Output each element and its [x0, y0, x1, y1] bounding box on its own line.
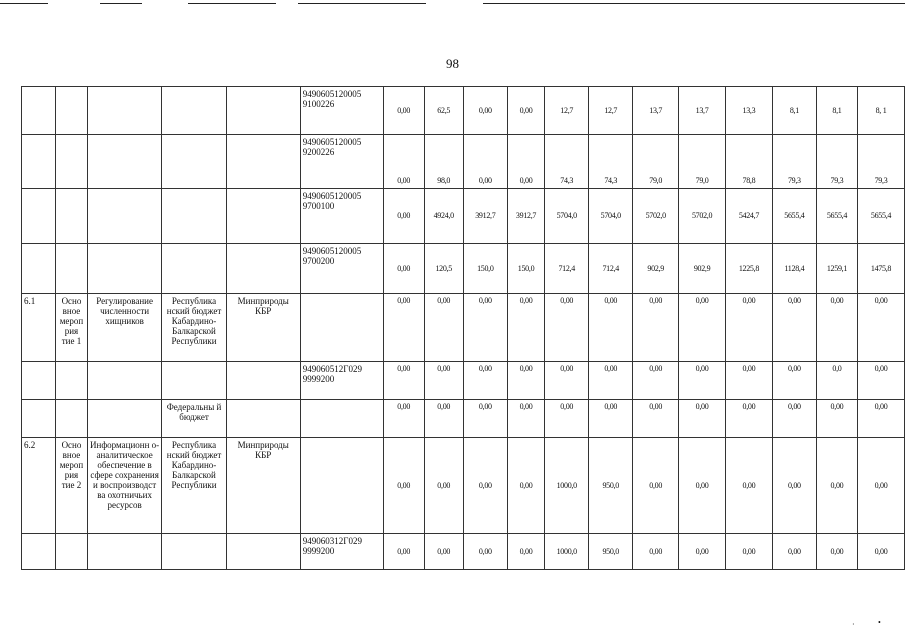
value-cell: 0,00	[383, 135, 424, 189]
value-cell: 5702,0	[633, 189, 679, 244]
value-cell: 0,00	[463, 135, 507, 189]
value-cell: 74,3	[545, 135, 589, 189]
value-cell: 0,00	[507, 400, 544, 438]
table-row	[22, 362, 905, 400]
value-cell: 62,5	[424, 87, 463, 135]
value-cell: 0,00	[545, 294, 589, 362]
event-type: Осно вное мероп рия тие 2	[56, 438, 88, 534]
funding-source: Федеральны й бюджет	[162, 400, 226, 438]
header-rule-1	[0, 3, 48, 4]
budget-code: 9490605120005 9200226	[300, 135, 383, 189]
row-number	[22, 534, 56, 570]
value-cell: 79,0	[679, 135, 726, 189]
value-cell: 1128,4	[772, 244, 816, 294]
table-row	[22, 400, 905, 438]
event-name	[87, 244, 161, 294]
value-cell: 0,00	[726, 400, 773, 438]
value-cell: 5704,0	[545, 189, 589, 244]
value-cell: 0,00	[772, 534, 816, 570]
value-cell: 8,1	[772, 87, 816, 135]
event-type	[56, 189, 88, 244]
event-type	[56, 87, 88, 135]
value-cell: 0,00	[424, 438, 463, 534]
value-cell: 0,00	[679, 294, 726, 362]
value-cell: 1259,1	[816, 244, 857, 294]
funding-source	[162, 135, 226, 189]
value-cell: 0,00	[463, 362, 507, 400]
executor	[226, 534, 300, 570]
value-cell: 0,00	[424, 294, 463, 362]
budget-code: 949060312Г029 9999200	[300, 534, 383, 570]
value-cell: 5424,7	[726, 189, 773, 244]
value-cell: 0,00	[383, 189, 424, 244]
event-name	[87, 87, 161, 135]
row-number	[22, 87, 56, 135]
executor: Минприроды КБР	[226, 294, 300, 362]
value-cell: 0,00	[679, 400, 726, 438]
funding-source	[162, 534, 226, 570]
value-cell: 0,00	[858, 362, 905, 400]
value-cell: 0,00	[772, 438, 816, 534]
budget-code	[300, 400, 383, 438]
value-cell: 950,0	[589, 438, 633, 534]
value-cell: 0,00	[507, 362, 544, 400]
row-number	[22, 362, 56, 400]
value-cell: 0,00	[507, 135, 544, 189]
budget-table	[21, 86, 905, 570]
value-cell: 0,00	[589, 294, 633, 362]
table-row	[22, 294, 905, 362]
executor	[226, 189, 300, 244]
executor: Минприроды КБР	[226, 438, 300, 534]
page-mark-2: •	[878, 618, 881, 627]
value-cell: 0,00	[816, 438, 857, 534]
row-number	[22, 400, 56, 438]
value-cell: 5655,4	[772, 189, 816, 244]
value-cell: 712,4	[589, 244, 633, 294]
value-cell: 150,0	[507, 244, 544, 294]
value-cell: 74,3	[589, 135, 633, 189]
value-cell: 0,00	[424, 362, 463, 400]
value-cell: 12,7	[589, 87, 633, 135]
value-cell: 0,00	[858, 438, 905, 534]
value-cell: 0,00	[463, 294, 507, 362]
row-number	[22, 244, 56, 294]
value-cell: 13,7	[679, 87, 726, 135]
header-rule-2	[100, 3, 142, 4]
value-cell: 0,00	[858, 534, 905, 570]
row-number: 6.1	[22, 294, 56, 362]
value-cell: 5704,0	[589, 189, 633, 244]
event-type	[56, 400, 88, 438]
value-cell: 0,00	[424, 400, 463, 438]
value-cell: 150,0	[463, 244, 507, 294]
table-row	[22, 135, 905, 189]
funding-source: Республика нский бюджет Кабардино-Балкарской Республики	[162, 294, 226, 362]
value-cell: 0,00	[383, 244, 424, 294]
value-cell: 13,7	[633, 87, 679, 135]
value-cell: 0,00	[679, 534, 726, 570]
executor	[226, 362, 300, 400]
value-cell: 0,00	[545, 362, 589, 400]
value-cell: 5702,0	[679, 189, 726, 244]
value-cell: 0,00	[726, 438, 773, 534]
value-cell: 0,00	[633, 400, 679, 438]
table-row	[22, 244, 905, 294]
value-cell: 0,00	[507, 438, 544, 534]
row-number	[22, 189, 56, 244]
value-cell: 0,00	[463, 438, 507, 534]
value-cell: 0,00	[633, 534, 679, 570]
value-cell: 712,4	[545, 244, 589, 294]
executor	[226, 400, 300, 438]
value-cell: 0,00	[383, 534, 424, 570]
value-cell: 79,3	[858, 135, 905, 189]
header-rule-5	[483, 3, 905, 4]
budget-code: 9490605120005 9700100	[300, 189, 383, 244]
value-cell: 0,00	[726, 362, 773, 400]
value-cell: 0,00	[589, 400, 633, 438]
row-number	[22, 135, 56, 189]
value-cell: 98,0	[424, 135, 463, 189]
value-cell: 0,00	[383, 400, 424, 438]
event-type	[56, 534, 88, 570]
budget-code: 949060512Г029 9999200	[300, 362, 383, 400]
value-cell: 0,00	[726, 294, 773, 362]
event-name: Информационн о-аналитическое обеспечение в сфере сохранения и воспроизводст ва охотничьих ресурсов	[87, 438, 161, 534]
value-cell: 79,3	[772, 135, 816, 189]
value-cell: 0,00	[816, 294, 857, 362]
value-cell: 5655,4	[816, 189, 857, 244]
value-cell: 0,00	[633, 438, 679, 534]
value-cell: 0,00	[383, 294, 424, 362]
value-cell: 79,0	[633, 135, 679, 189]
table-row	[22, 189, 905, 244]
funding-source	[162, 189, 226, 244]
header-rule-3	[188, 3, 276, 4]
event-name: Регулирование численности хищников	[87, 294, 161, 362]
value-cell: 0,00	[858, 400, 905, 438]
value-cell: 3912,7	[463, 189, 507, 244]
value-cell: 0,00	[507, 87, 544, 135]
value-cell: 902,9	[633, 244, 679, 294]
value-cell: 0,00	[679, 438, 726, 534]
value-cell: 0,00	[383, 438, 424, 534]
executor	[226, 244, 300, 294]
value-cell: 78,8	[726, 135, 773, 189]
value-cell: 1225,8	[726, 244, 773, 294]
value-cell: 0,00	[772, 294, 816, 362]
value-cell: 13,3	[726, 87, 773, 135]
value-cell: 950,0	[589, 534, 633, 570]
event-name	[87, 189, 161, 244]
value-cell: 0,00	[772, 362, 816, 400]
value-cell: 0,00	[816, 400, 857, 438]
event-type	[56, 362, 88, 400]
executor	[226, 135, 300, 189]
value-cell: 79,3	[816, 135, 857, 189]
event-name	[87, 362, 161, 400]
table-row	[22, 534, 905, 570]
event-name	[87, 534, 161, 570]
value-cell: 120,5	[424, 244, 463, 294]
value-cell: 0,00	[463, 400, 507, 438]
value-cell: 1000,0	[545, 534, 589, 570]
value-cell: 0,00	[726, 534, 773, 570]
value-cell: 0,00	[424, 534, 463, 570]
value-cell: 0,00	[383, 87, 424, 135]
page-mark-1: ·	[852, 620, 855, 629]
value-cell: 8,1	[816, 87, 857, 135]
funding-source: Республика нский бюджет Кабардино-Балкарской Республики	[162, 438, 226, 534]
event-name	[87, 400, 161, 438]
value-cell: 0,00	[816, 534, 857, 570]
value-cell: 0,00	[589, 362, 633, 400]
value-cell: 0,00	[463, 87, 507, 135]
value-cell: 0,00	[858, 294, 905, 362]
value-cell: 0,0	[816, 362, 857, 400]
funding-source	[162, 87, 226, 135]
event-type	[56, 244, 88, 294]
value-cell: 0,00	[545, 400, 589, 438]
event-type	[56, 135, 88, 189]
value-cell: 12,7	[545, 87, 589, 135]
table-row	[22, 438, 905, 534]
row-number: 6.2	[22, 438, 56, 534]
value-cell: 0,00	[507, 294, 544, 362]
value-cell: 5655,4	[858, 189, 905, 244]
funding-source	[162, 362, 226, 400]
value-cell: 3912,7	[507, 189, 544, 244]
budget-code: 9490605120005 9100226	[300, 87, 383, 135]
value-cell: 0,00	[507, 534, 544, 570]
value-cell: 8, 1	[858, 87, 905, 135]
value-cell: 0,00	[772, 400, 816, 438]
event-name	[87, 135, 161, 189]
event-type: Осно вное мероп рия тие 1	[56, 294, 88, 362]
budget-code: 9490605120005 9700200	[300, 244, 383, 294]
value-cell: 0,00	[463, 534, 507, 570]
page-number: 98	[446, 56, 459, 71]
budget-code	[300, 438, 383, 534]
value-cell: 0,00	[383, 362, 424, 400]
header-rule-4	[298, 3, 426, 4]
executor	[226, 87, 300, 135]
budget-code	[300, 294, 383, 362]
value-cell: 1475,8	[858, 244, 905, 294]
value-cell: 902,9	[679, 244, 726, 294]
value-cell: 0,00	[679, 362, 726, 400]
value-cell: 1000,0	[545, 438, 589, 534]
value-cell: 0,00	[633, 294, 679, 362]
value-cell: 0,00	[633, 362, 679, 400]
value-cell: 4924,0	[424, 189, 463, 244]
funding-source	[162, 244, 226, 294]
table-row	[22, 87, 905, 135]
